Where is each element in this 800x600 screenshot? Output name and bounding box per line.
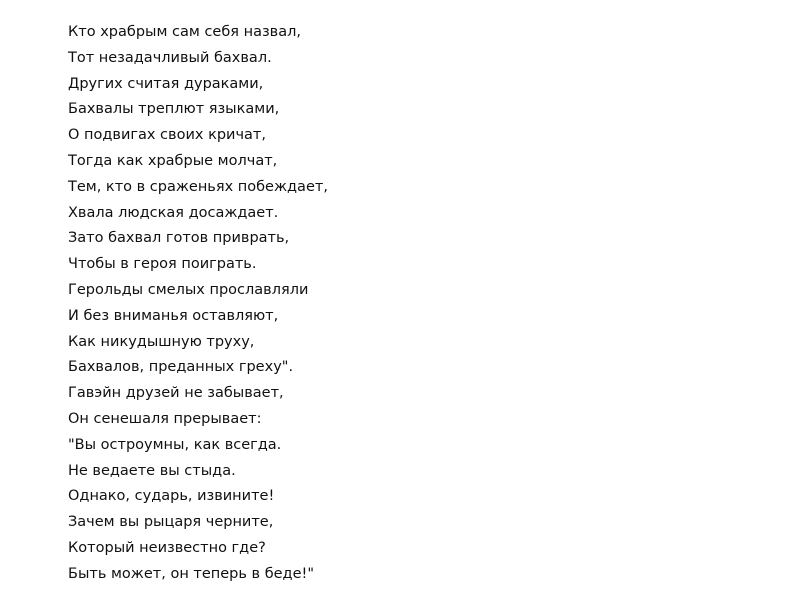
poem-line: Бахвалов, преданных греху". xyxy=(68,359,294,376)
poem-line: Не ведаете вы стыда. xyxy=(68,462,236,479)
poem-line: Тот незадачливый бахвал. xyxy=(68,49,272,66)
poem-line: "Вы остроумны, как всегда. xyxy=(68,436,282,453)
poem-line: Быть может, он теперь в беде!" xyxy=(68,565,314,582)
poem-line: Зато бахвал готов приврать, xyxy=(68,230,290,247)
poem-line: Тем, кто в сраженьях побеждает, xyxy=(68,178,328,195)
poem-line: О подвигах своих кричат, xyxy=(68,127,266,144)
poem-line: Гавэйн друзей не забывает, xyxy=(68,385,284,402)
poem-line: Зачем вы рыцаря черните, xyxy=(68,514,274,531)
poem-line: Герольды смелых прославляли xyxy=(68,281,309,298)
poem-line: Хвала людская досаждает. xyxy=(68,204,279,221)
poem-line: Чтобы в героя поиграть. xyxy=(68,256,257,273)
poem-line: Кто храбрым сам себя назвал, xyxy=(68,24,301,40)
poem-text xyxy=(68,20,768,588)
poem-line: Он сенешаля прерывает: xyxy=(68,410,262,427)
poem-line: И без вниманья оставляют, xyxy=(68,307,279,324)
poem-line: Бахвалы треплют языками, xyxy=(68,101,280,118)
poem-line: Который неизвестно где? xyxy=(68,539,266,556)
poem-line: Других считая дураками, xyxy=(68,75,264,92)
poem-line: Тогда как храбрые молчат, xyxy=(68,152,278,169)
poem-line: Однако, сударь, извините! xyxy=(68,488,275,505)
poem-line: Как никудышную труху, xyxy=(68,333,255,350)
